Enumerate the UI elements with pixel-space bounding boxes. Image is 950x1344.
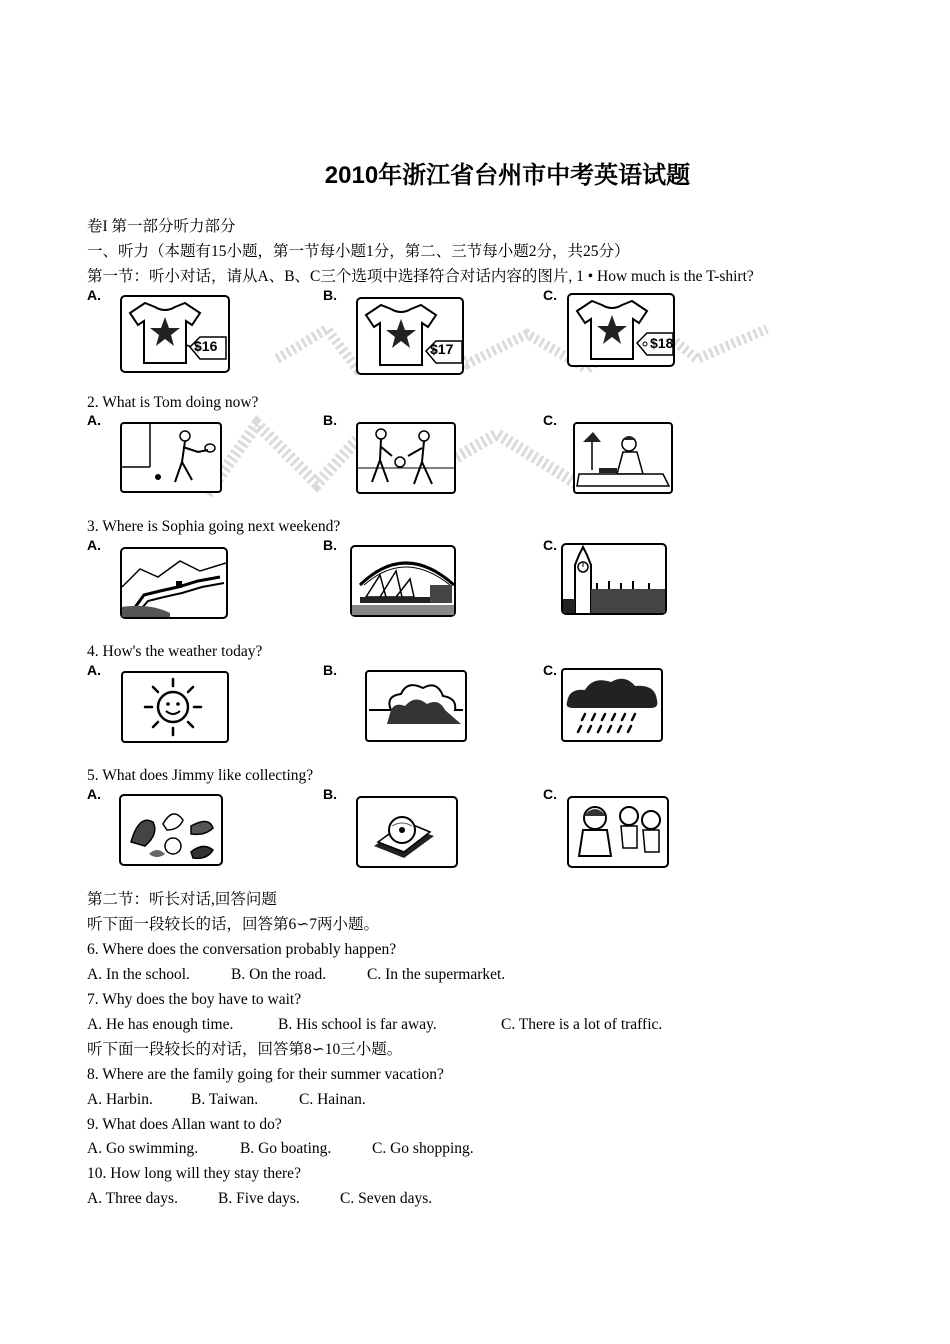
option-label: A. (87, 537, 101, 553)
question-6: 6. Where does the conversation probably happen? (87, 941, 397, 958)
picture-row-q2 (87, 414, 787, 509)
option-b[interactable]: B. Five days. (218, 1190, 300, 1207)
option-b[interactable]: B. Go boating. (240, 1140, 332, 1157)
cds-icon (356, 796, 460, 870)
option-label: C. (543, 287, 557, 303)
question-6-options (87, 965, 505, 985)
option-c[interactable]: C. In the supermarket. (367, 966, 506, 983)
option-label: C. (543, 412, 557, 428)
option-label: B. (323, 786, 337, 802)
price-tag-text: $16 (194, 338, 218, 354)
question-9: 9. What does Allan want to do? (87, 1116, 282, 1133)
question-10: 10. How long will they stay there? (87, 1165, 301, 1182)
section-two-heading: 第二节：听长对话,回答问题 (87, 891, 277, 908)
part-heading: 卷I 第一部分听力部分 (87, 218, 236, 235)
option-c[interactable]: C. There is a lot of traffic. (501, 1016, 663, 1033)
option-b[interactable]: B. Taiwan. (191, 1091, 259, 1108)
dolls-icon (567, 796, 671, 870)
shells-icon (119, 794, 225, 868)
option-label: A. (87, 287, 101, 303)
picture-row-q4 (87, 664, 787, 759)
question-7: 7. Why does the boy have to wait? (87, 991, 302, 1008)
option-a[interactable]: A. He has enough time. (87, 1016, 234, 1033)
option-a[interactable]: A. Three days. (87, 1190, 178, 1207)
dialog1-intro: 听下面一段较长的话，回答第6∽7两小题。 (87, 916, 379, 933)
option-c[interactable]: C. Seven days. (340, 1190, 433, 1207)
tshirt-tag-icon (120, 295, 230, 375)
picture-row-q3 (87, 539, 787, 634)
option-a[interactable]: A. Go swimming. (87, 1140, 199, 1157)
question-3: 3. Where is Sophia going next weekend? (87, 518, 341, 535)
playing-football-icon (356, 422, 458, 496)
section-one-part1: 第一节：听小对话，请从A、B、C三个选项中选择符合对话内容的图片, 1 • How much is the T-shirt? (87, 268, 754, 285)
question-8-options (87, 1090, 366, 1110)
playing-tennis-icon (120, 422, 222, 494)
option-label: C. (543, 786, 557, 802)
tshirt-tag-icon (356, 297, 466, 377)
option-label: B. (323, 287, 337, 303)
cloudy-icon (365, 670, 469, 744)
page-title: 2010年浙江省台州市中考英语试题 (324, 162, 691, 189)
dialog2-intro: 听下面一段较长的对话，回答第8∽10三小题。 (87, 1041, 403, 1058)
big-ben-icon (561, 543, 669, 617)
section-one-heading: 一、听力（本题有15小题，第一节每小题1分，第二、三节每小题2分，共25分） (87, 243, 630, 260)
option-label: A. (87, 786, 101, 802)
question-9-options (87, 1139, 474, 1159)
reading-at-desk-icon (573, 422, 675, 496)
option-label: C. (543, 537, 557, 553)
option-label: C. (543, 662, 557, 678)
great-wall-icon (120, 547, 228, 621)
tshirt-tag-icon (567, 293, 677, 373)
question-10-options (87, 1189, 432, 1209)
option-b[interactable]: B. His school is far away. (278, 1016, 437, 1033)
price-tag-text: $17 (430, 341, 454, 357)
picture-row-q1 (87, 289, 787, 384)
question-7-options (87, 1015, 662, 1035)
question-2: 2. What is Tom doing now? (87, 394, 259, 411)
question-8: 8. Where are the family going for their summer vacation? (87, 1066, 444, 1083)
price-tag-text: $18 (650, 335, 674, 351)
option-c[interactable]: C. Go shopping. (372, 1140, 474, 1157)
question-5: 5. What does Jimmy like collecting? (87, 767, 314, 784)
option-label: A. (87, 412, 101, 428)
sydney-opera-house-icon (350, 545, 458, 619)
option-a[interactable]: A. In the school. (87, 966, 190, 983)
rainy-icon (561, 668, 665, 744)
option-label: B. (323, 662, 337, 678)
option-label: B. (323, 537, 337, 553)
sunny-icon (121, 671, 229, 745)
question-4: 4. How's the weather today? (87, 643, 263, 660)
option-label: A. (87, 662, 101, 678)
watermark-smudge (267, 309, 787, 379)
option-b[interactable]: B. On the road. (231, 966, 327, 983)
picture-row-q5 (87, 788, 787, 883)
option-label: B. (323, 412, 337, 428)
option-a[interactable]: A. Harbin. (87, 1091, 153, 1108)
option-c[interactable]: C. Hainan. (299, 1091, 366, 1108)
